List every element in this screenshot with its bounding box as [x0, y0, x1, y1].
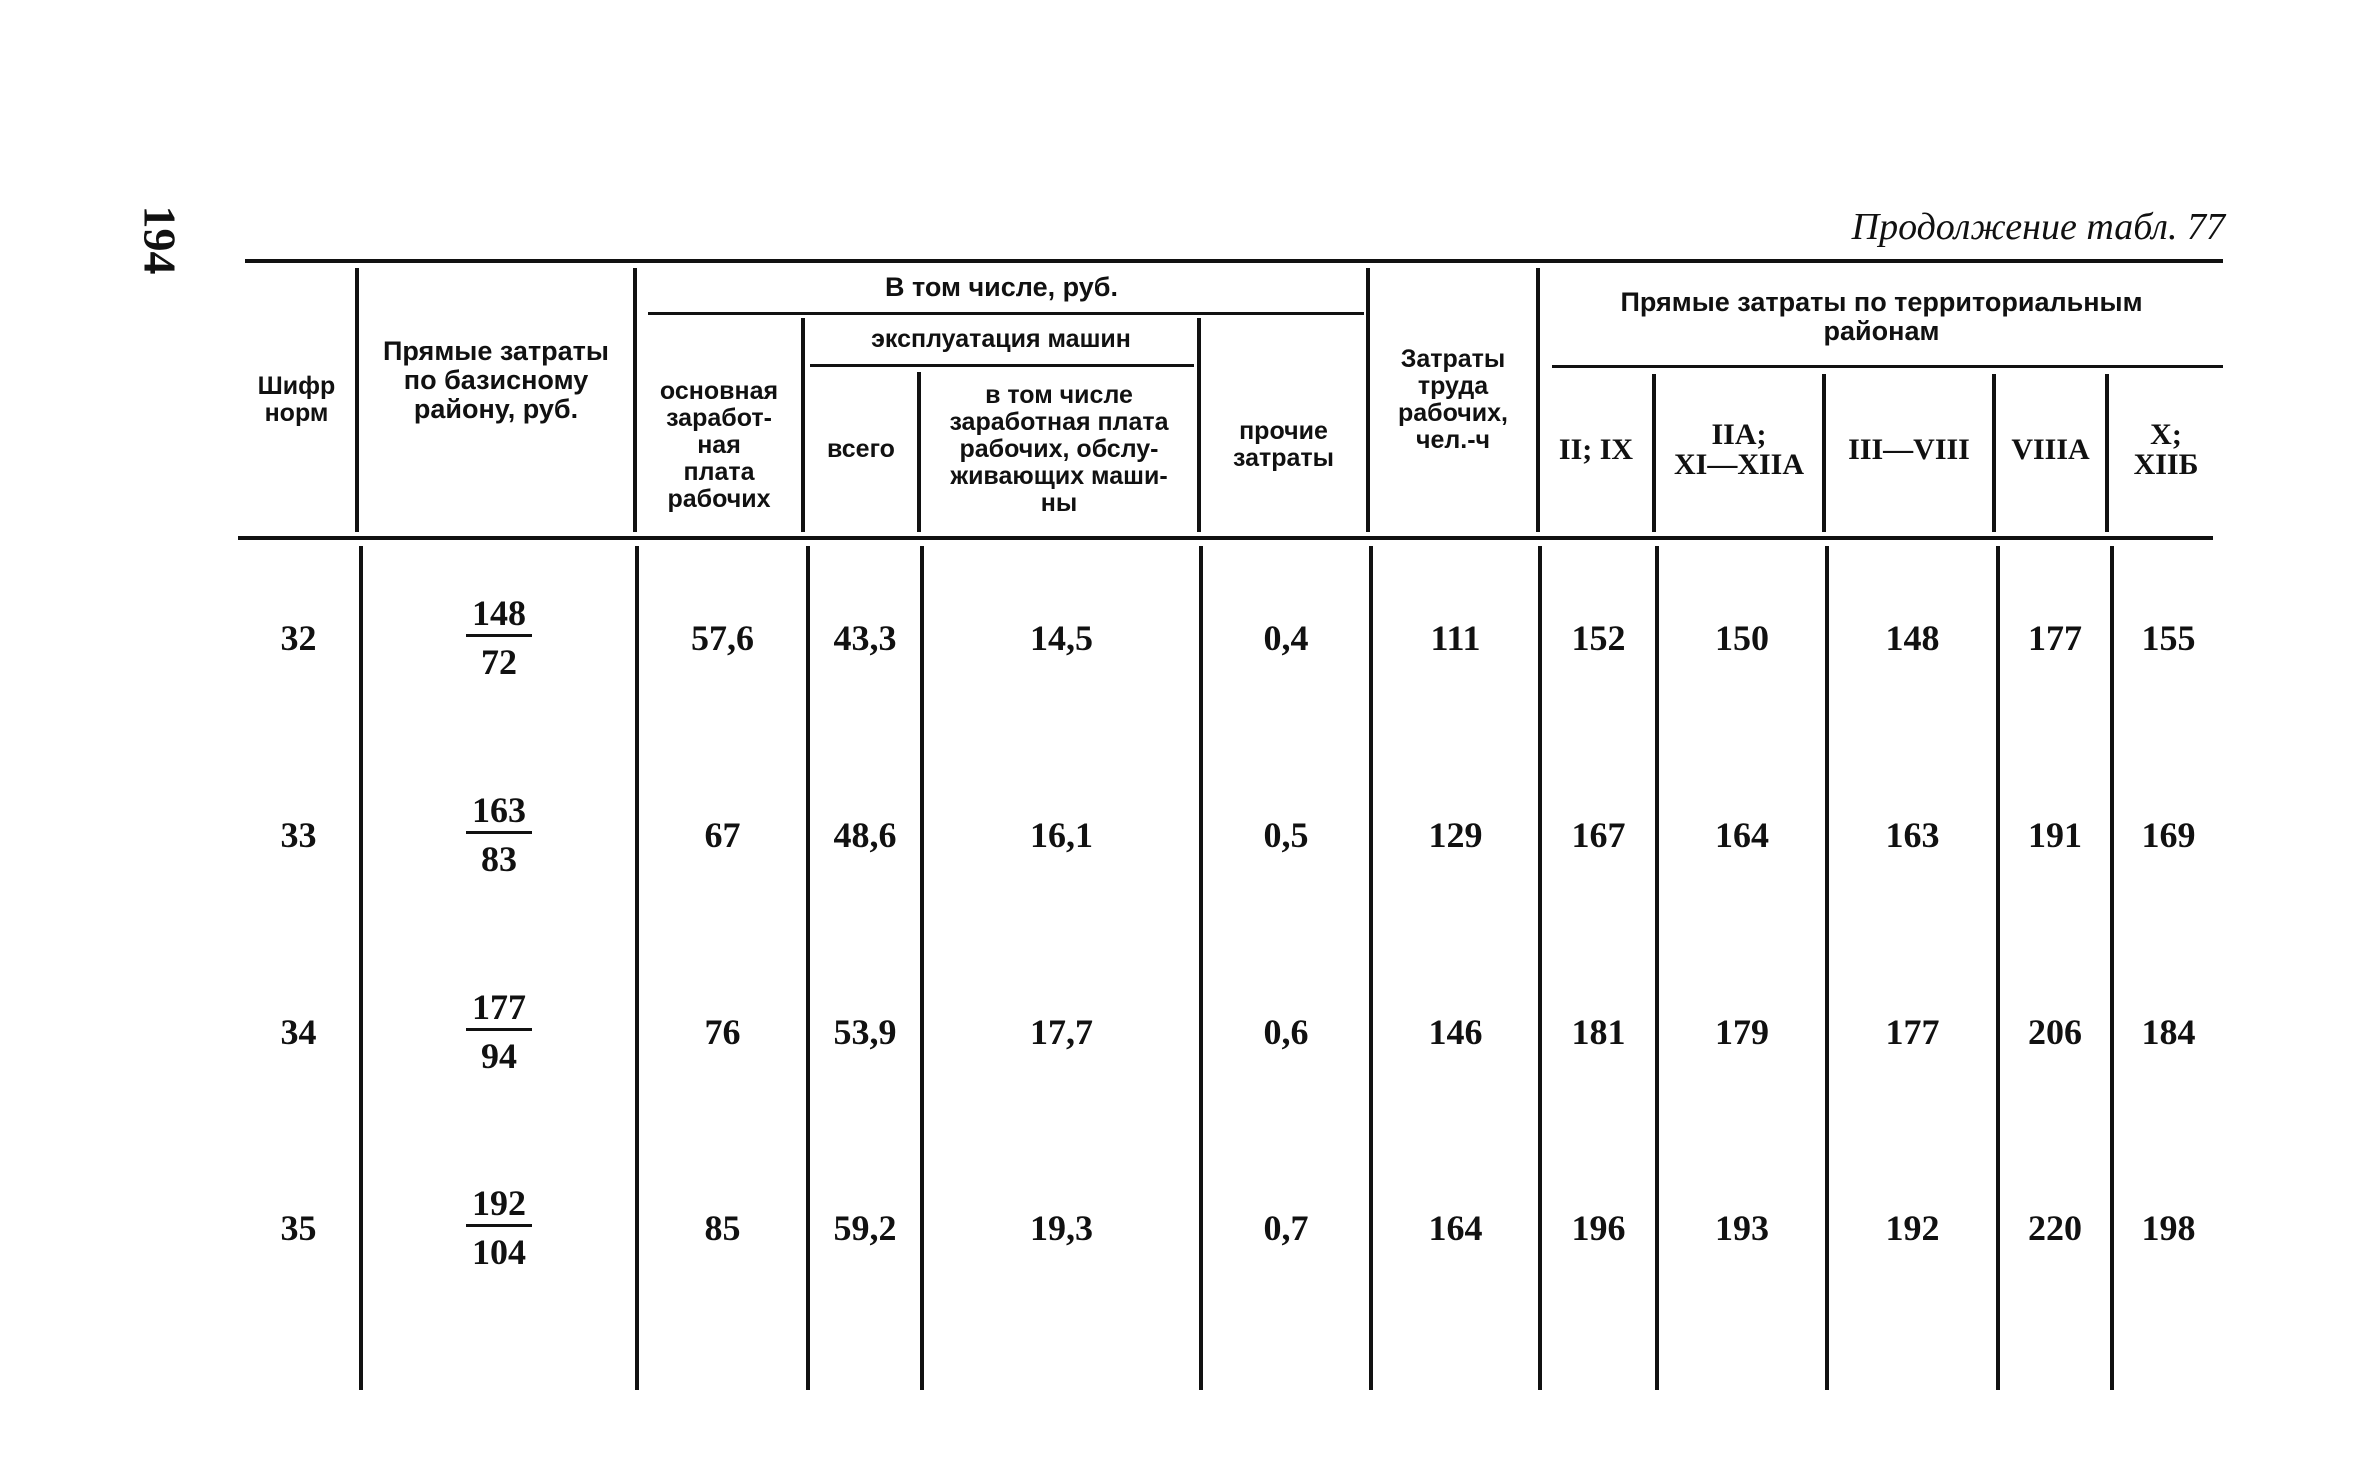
col-divider	[635, 546, 639, 1390]
base-cost-numerator: 163	[466, 789, 532, 834]
cell-machines-wages: 16,1	[1030, 815, 1093, 855]
header-machines: эксплуатация машин	[871, 325, 1131, 353]
cell-machines-wages: 17,7	[1030, 1012, 1093, 1052]
cell-other: 0,7	[1263, 1208, 1309, 1248]
cell-code: 34	[280, 1012, 317, 1052]
col-divider	[1538, 546, 1542, 1390]
base-cost-numerator: 192	[466, 1182, 532, 1227]
header-region-2: IIA; XI—XIIA	[1673, 418, 1805, 481]
cell-r4: 177	[2028, 618, 2082, 658]
page-number: 194	[134, 205, 186, 275]
cell-r3: 148	[1885, 618, 1940, 658]
cell-machines-wages: 19,3	[1030, 1208, 1093, 1248]
base-cost-numerator: 148	[466, 592, 532, 637]
col-divider	[1199, 546, 1203, 1390]
header-region-3: III—VIII	[1848, 433, 1970, 466]
cell-labor: 111	[1430, 618, 1481, 658]
col-divider	[1369, 546, 1373, 1390]
cell-code: 32	[280, 618, 317, 658]
cell-base-cost-fraction	[363, 592, 635, 683]
cell-r2: 150	[1715, 618, 1769, 658]
col-divider	[920, 546, 924, 1390]
col-divider	[2110, 546, 2114, 1390]
cell-labor: 146	[1428, 1012, 1483, 1052]
cell-code: 35	[280, 1208, 317, 1248]
cell-base-cost-fraction	[363, 789, 635, 880]
cell-r1: 152	[1571, 618, 1626, 658]
cell-other: 0,4	[1263, 618, 1309, 658]
cell-r4: 191	[2028, 815, 2082, 855]
cell-r4: 206	[2028, 1012, 2082, 1052]
cell-other: 0,5	[1263, 815, 1309, 855]
col-divider	[806, 546, 810, 1390]
base-cost-denominator: 104	[472, 1232, 526, 1272]
cell-r4: 220	[2028, 1208, 2082, 1248]
cell-base-cost-fraction	[363, 1182, 635, 1273]
cell-r2: 164	[1715, 815, 1769, 855]
cell-other: 0,6	[1263, 1012, 1309, 1052]
header-other: прочие затраты	[1232, 417, 1334, 472]
header-region-5: X; XIIБ	[2133, 418, 2199, 481]
cell-r5: 198	[2141, 1208, 2196, 1248]
header-region-4: VIIIA	[2011, 433, 2090, 466]
header-labor: Затраты труда рабочих, чел.-ч	[1398, 345, 1508, 454]
cell-machines-wages: 14,5	[1030, 618, 1093, 658]
header-region-1: II; IX	[1558, 433, 1634, 466]
header-machines-total: всего	[827, 435, 895, 463]
header-wages: основная заработ- ная плата рабочих	[659, 376, 779, 513]
cell-base-cost-fraction	[363, 986, 635, 1077]
header-code: Шифр норм	[257, 372, 336, 427]
cell-wages: 76	[704, 1012, 741, 1052]
cell-r1: 167	[1571, 815, 1626, 855]
base-cost-denominator: 72	[481, 642, 517, 682]
cell-r2: 193	[1715, 1208, 1769, 1248]
cell-r1: 181	[1571, 1012, 1626, 1052]
cell-machines-total: 53,9	[833, 1012, 897, 1052]
base-cost-denominator: 94	[481, 1036, 517, 1076]
cell-r3: 163	[1885, 815, 1940, 855]
cell-r5: 184	[2141, 1012, 2196, 1052]
cell-wages: 67	[704, 815, 741, 855]
cell-machines-total: 59,2	[833, 1208, 897, 1248]
col-divider	[1655, 546, 1659, 1390]
header-regions: Прямые затраты по территориальным районам	[1620, 286, 2143, 346]
cell-labor: 164	[1428, 1208, 1483, 1248]
col-divider	[1825, 546, 1829, 1390]
table-caption: Продолжение табл. 77	[1851, 206, 2225, 248]
header-machines-wages: в том числе заработная плата рабочих, обслу- живающих маши- ны	[949, 381, 1169, 517]
cell-wages: 57,6	[691, 618, 754, 658]
base-cost-denominator: 83	[481, 839, 517, 879]
cell-r1: 196	[1571, 1208, 1626, 1248]
base-cost-numerator: 177	[466, 986, 532, 1031]
cell-machines-total: 48,6	[833, 815, 897, 855]
header-bottom-rule	[238, 536, 2213, 540]
cell-r5: 169	[2141, 815, 2196, 855]
cell-r2: 179	[1715, 1012, 1769, 1052]
cell-wages: 85	[704, 1208, 741, 1248]
header-including: В том числе, руб.	[885, 271, 1118, 302]
col-divider	[1996, 546, 2000, 1390]
cell-r3: 192	[1885, 1208, 1940, 1248]
cell-r5: 155	[2141, 618, 2196, 658]
cell-labor: 129	[1428, 815, 1483, 855]
cell-r3: 177	[1885, 1012, 1940, 1052]
header-base-cost: Прямые затраты по базисному району, руб.	[383, 335, 609, 424]
cell-machines-total: 43,3	[833, 618, 897, 658]
cell-code: 33	[280, 815, 317, 855]
